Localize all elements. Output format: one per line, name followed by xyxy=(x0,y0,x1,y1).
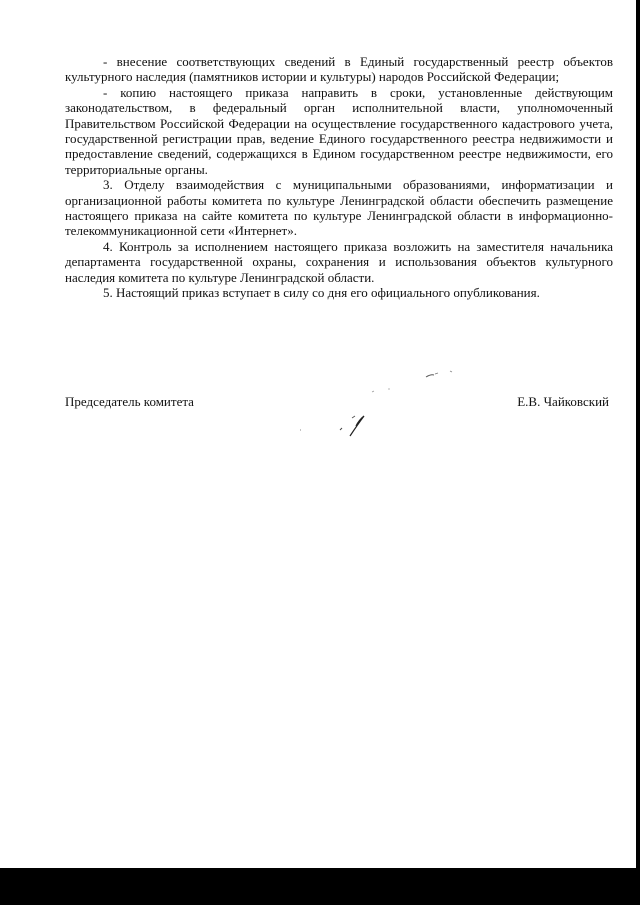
scan-edge-border xyxy=(636,0,640,868)
paragraph-registry-entry: - внесение соответствующих сведений в Единый государственный реестр объектов культурного наследия (памятников истории и культуры) народов Российской Федерации; xyxy=(65,54,613,85)
paragraph-item-3: 3. Отделу взаимодействия с муниципальными образованиями, информатизации и организационной работы комитета по культуре Ленинградской области обеспечить размещение настоящего приказа на сайте комитета по культуре Ленинградской области в информационно-телекоммуникационной сети «Интернет». xyxy=(65,177,613,239)
paragraph-item-4: 4. Контроль за исполнением настоящего приказа возложить на заместителя начальника департамента государственной охраны, сохранения и использования объектов культурного наследия комитета по культуре Ленинградской области. xyxy=(65,238,613,285)
scan-bottom-border xyxy=(0,868,640,905)
signatory-title: Председатель комитета xyxy=(65,394,194,409)
document-body xyxy=(65,54,613,301)
handwritten-signature xyxy=(290,360,470,450)
signatory-name: Е.В. Чайковский xyxy=(517,394,609,409)
paragraph-item-5: 5. Настоящий приказ вступает в силу со дня его официального опубликования. xyxy=(103,285,540,301)
paragraph-copy-to-federal-body: - копию настоящего приказа направить в сроки, установленные действующим законодательством, в федеральный орган исполнительной власти, уполномоченный Правительством Российской Федерации на осуществление государственного кадастрового учета, государственной регистрации прав, ведение Единого государственного реестра недвижимости и предоставление сведений, содержащихся в Едином государственном реестре недвижимости, его территориальные органы. xyxy=(65,84,613,177)
